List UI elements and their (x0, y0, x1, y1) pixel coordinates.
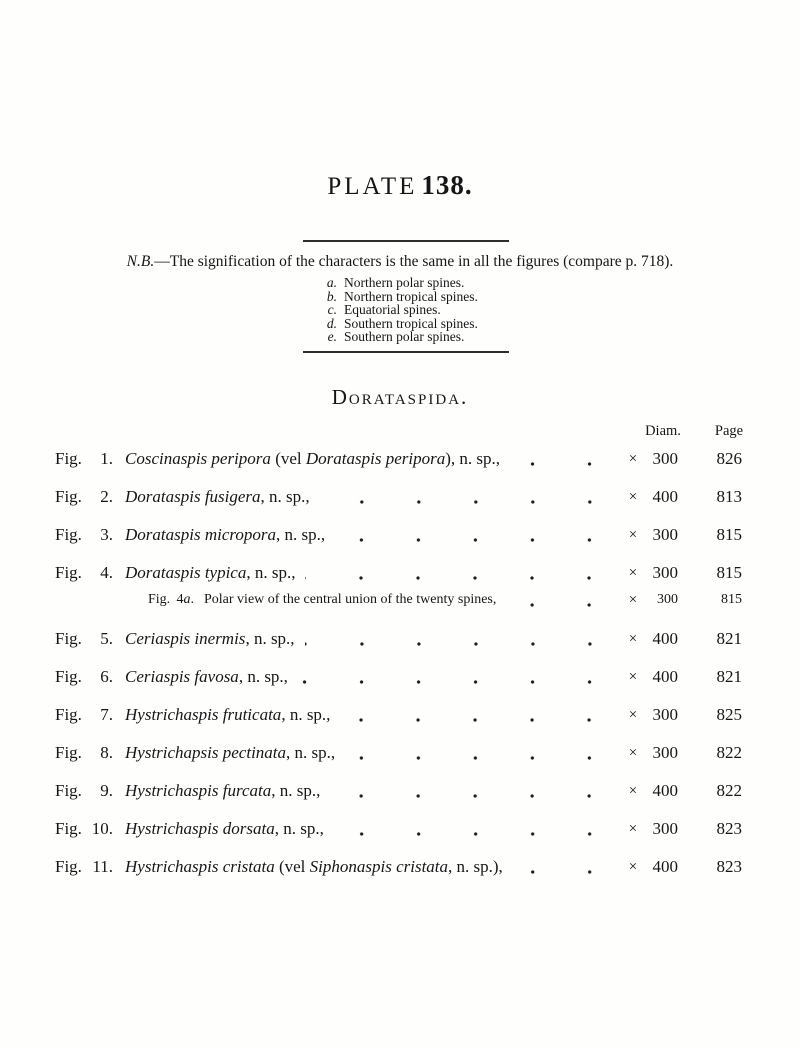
leader-dots (340, 696, 618, 734)
species-name (125, 487, 310, 507)
leader-dots (345, 734, 618, 772)
column-header-diam: Diam. (645, 423, 681, 439)
multiplication-sign: × (628, 706, 638, 723)
legend-item (300, 290, 478, 304)
leader-dots (298, 658, 618, 696)
page-value: 821 (716, 667, 742, 686)
name-segment-roman: ), n. sp., (445, 449, 500, 468)
fig-number (100, 705, 113, 725)
page-value: 823 (716, 819, 742, 838)
fig-label: Fig. (55, 743, 82, 762)
name-segment-roman: (vel (274, 857, 310, 876)
leader-dots (320, 478, 618, 516)
figure-row (55, 734, 746, 772)
name-segment-roman: 5. (100, 629, 113, 648)
leader-dots (330, 772, 618, 810)
fig-number (100, 629, 113, 649)
name-segment-italic: Hystrichaspis furcata (125, 781, 272, 800)
diam-value: 300 (652, 705, 678, 724)
diam-value: 400 (652, 781, 678, 800)
name-segment-roman: , n. sp.), (448, 857, 503, 876)
figure-row (55, 848, 746, 886)
figure-row (55, 620, 746, 658)
name-segment-roman: 4. (100, 563, 113, 582)
page-value: 822 (716, 781, 742, 800)
figure-row (55, 810, 746, 848)
name-segment-roman: , n. sp., (275, 525, 326, 544)
name-segment-roman: . (190, 592, 194, 607)
fig-number (92, 819, 113, 839)
fig-number (92, 857, 113, 877)
fig-label: Fig. (55, 857, 82, 876)
name-segment-italic: Dorataspis fusigera (125, 487, 261, 506)
diam-value: 400 (652, 667, 678, 686)
figure-label-cell (55, 525, 113, 545)
multiplication-sign: × (628, 526, 638, 543)
species-name (125, 525, 325, 545)
multiplication-sign: × (628, 488, 638, 505)
figure-list (55, 440, 746, 886)
fig-number (100, 487, 113, 507)
name-segment-roman: 4 (176, 592, 184, 607)
name-segment-italic: Hystrichaspis cristata (125, 857, 275, 876)
fig-label: Fig. (55, 705, 82, 724)
species-name (204, 592, 496, 608)
legend-letter: c. (327, 302, 337, 318)
page-title-number: 138. (421, 170, 473, 200)
name-segment-italic: Dorataspis typica (125, 563, 247, 582)
fig-number (100, 743, 113, 763)
divider-rule-top (303, 240, 509, 242)
legend-item (300, 276, 478, 290)
legend-letter: a. (326, 275, 337, 290)
figure-row (55, 440, 746, 478)
fig-label: Fig. (55, 563, 82, 582)
multiplication-sign: × (628, 820, 638, 837)
diam-value: 300 (652, 743, 678, 762)
name-segment-italic: Ceriaspis inermis (125, 629, 246, 648)
figure-row (55, 516, 746, 554)
page-value: 815 (716, 563, 742, 582)
name-segment-roman: , n. sp., (281, 705, 331, 724)
diam-value: 300 (652, 819, 678, 838)
species-name (125, 449, 500, 469)
multiplication-sign: × (628, 564, 638, 581)
species-name (125, 781, 320, 801)
name-segment-roman: 7. (100, 705, 113, 724)
name-segment-roman: , n. sp., (246, 563, 296, 582)
leader-dots (335, 516, 618, 554)
name-segment-italic: Coscinaspis peripora (125, 449, 271, 468)
legend-text: Southern tropical spines. (344, 315, 478, 331)
page-value: 825 (716, 705, 742, 724)
multiplication-sign: × (628, 668, 638, 685)
diam-value: 300 (652, 449, 678, 468)
name-segment-roman: , n. sp., (274, 819, 324, 838)
multiplication-sign: × (628, 630, 638, 647)
name-segment-italic: Dorataspis peripora (305, 449, 446, 468)
figure-label-cell (55, 781, 113, 801)
legend-item (300, 303, 478, 317)
fig-label: Fig. (55, 629, 82, 648)
diam-value: 400 (652, 629, 678, 648)
page-value: 826 (716, 449, 742, 468)
legend-text: Northern polar spines. (344, 275, 465, 290)
fig-number (100, 449, 113, 469)
fig-label: Fig. (55, 819, 82, 838)
figure-label-cell (55, 629, 113, 649)
name-segment-roman: 2. (100, 487, 113, 506)
figure-label-cell (55, 705, 113, 725)
fig-label: Fig. (55, 667, 82, 686)
page-title (0, 170, 800, 201)
figure-label-cell (55, 857, 113, 877)
figure-label-cell (55, 667, 113, 687)
species-name (125, 629, 295, 649)
page-value: 815 (721, 592, 742, 607)
name-segment-roman: 11. (92, 857, 113, 876)
fig-number (100, 667, 113, 687)
fig-label: Fig. (55, 781, 82, 800)
column-header-page: Page (714, 423, 744, 439)
leader-dots (305, 620, 618, 658)
figure-row (55, 658, 746, 696)
character-legend (300, 276, 478, 344)
section-heading: Dorataspida. (331, 385, 469, 409)
name-segment-italic: Hystrichaspis dorsata (125, 819, 275, 838)
name-segment-italic: a (183, 592, 191, 607)
name-segment-roman: 9. (100, 781, 113, 800)
name-segment-italic: Dorataspis micropora (125, 525, 276, 544)
legend-letter: b. (326, 288, 337, 304)
figure-label-cell (55, 563, 113, 583)
fig-number (100, 781, 113, 801)
multiplication-sign: × (628, 858, 638, 875)
name-segment-roman: , n. sp., (238, 667, 288, 686)
fig-number (177, 592, 195, 608)
legend-item (300, 317, 478, 331)
name-segment-roman: , n. sp., (286, 743, 336, 762)
leader-dots (334, 810, 618, 848)
page-value: 821 (716, 629, 742, 648)
species-name (125, 819, 324, 839)
legend-item (300, 330, 478, 344)
name-segment-roman: Polar view of the central union of the twenty spines, (204, 592, 497, 607)
nb-note-lead: N.B. (126, 253, 155, 270)
leader-dots (506, 586, 618, 614)
fig-label: Fig. (55, 449, 82, 468)
name-segment-roman: , n. sp., (260, 487, 310, 506)
diam-value: 300 (652, 525, 678, 544)
figure-row (55, 772, 746, 810)
legend-text: Northern tropical spines. (344, 288, 478, 304)
multiplication-sign: × (628, 782, 638, 799)
legend-letter: d. (326, 315, 337, 331)
nb-note-text: —The signification of the characters is the same in all the figures (compare p. 718). (154, 253, 674, 270)
fig-label: Fig. (55, 525, 82, 544)
nb-note (0, 253, 800, 271)
name-segment-roman: (vel (270, 449, 306, 468)
legend-letter: e. (327, 329, 337, 345)
name-segment-roman: 3. (100, 525, 113, 544)
page-value: 823 (716, 857, 742, 876)
figure-row (55, 478, 746, 516)
divider-rule-bottom (303, 351, 509, 353)
diam-value: 400 (652, 487, 678, 506)
fig-label: Fig. (55, 487, 82, 506)
page-value: 815 (716, 525, 742, 544)
fig-number (100, 525, 113, 545)
name-segment-roman: 1. (100, 449, 113, 468)
name-segment-roman: 10. (91, 819, 113, 838)
legend-text: Southern polar spines. (344, 329, 465, 345)
figure-label-cell (55, 819, 113, 839)
name-segment-italic: Hystrichaspis fruticata (125, 705, 282, 724)
multiplication-sign: × (628, 744, 638, 761)
name-segment-roman: , n. sp., (271, 781, 321, 800)
name-segment-italic: Ceriaspis favosa (125, 667, 239, 686)
page-value: 822 (716, 743, 742, 762)
diam-value: 400 (652, 857, 678, 876)
figure-label-cell (55, 743, 113, 763)
leader-dots (513, 848, 618, 886)
species-name (125, 705, 330, 725)
name-segment-roman: 6. (100, 667, 113, 686)
species-name (125, 857, 503, 877)
figure-label-cell (148, 592, 194, 608)
multiplication-sign: × (628, 450, 638, 467)
diam-value: 300 (657, 592, 678, 607)
legend-text: Equatorial spines. (344, 302, 441, 318)
fig-label: Fig. (148, 592, 171, 607)
species-name (125, 667, 288, 687)
fig-number (100, 563, 113, 583)
page-title-word: PLATE (327, 173, 418, 200)
species-name (125, 743, 335, 763)
figure-row (55, 696, 746, 734)
name-segment-italic: Siphonaspis cristata (309, 857, 449, 876)
figure-label-cell (55, 449, 113, 469)
leader-dots (510, 440, 618, 478)
page-value: 813 (716, 487, 742, 506)
name-segment-roman: 8. (100, 743, 113, 762)
name-segment-italic: Hystrichapsis pectinata (125, 743, 287, 762)
name-segment-roman: , n. sp., (245, 629, 295, 648)
diam-value: 300 (652, 563, 678, 582)
multiplication-sign: × (628, 591, 638, 608)
species-name (125, 563, 295, 583)
figure-label-cell (55, 487, 113, 507)
